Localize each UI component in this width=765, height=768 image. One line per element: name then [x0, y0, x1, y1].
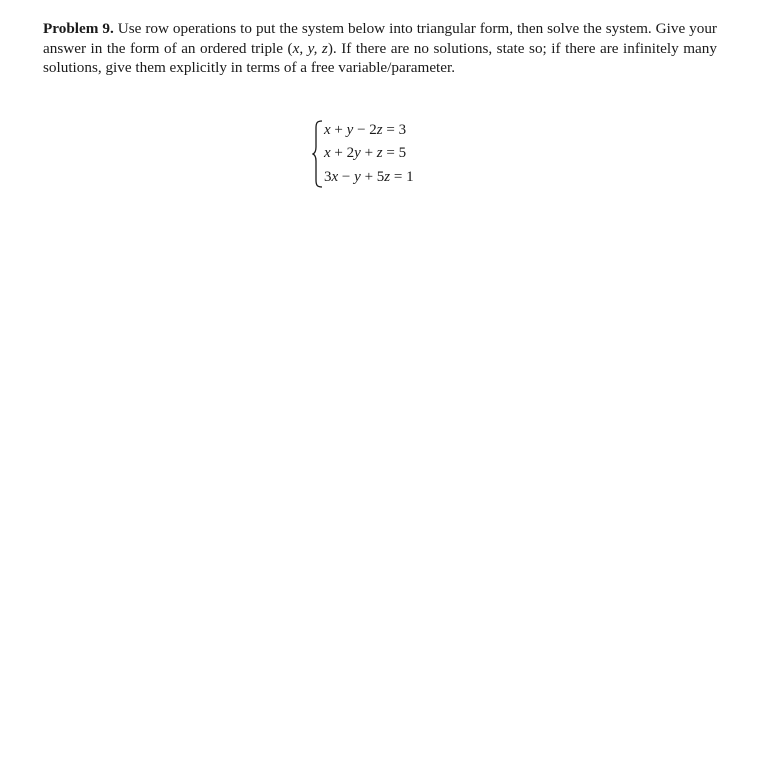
left-brace-icon — [312, 120, 324, 188]
problem-label: Problem 9. — [43, 20, 114, 37]
equation-3: 3x − y + 5z = 1 — [324, 169, 414, 185]
ordered-triple: x, y, z — [292, 39, 328, 57]
equation-2: x + 2y + z = 5 — [324, 145, 407, 161]
equation-1: x + y − 2z = 3 — [324, 122, 407, 138]
problem-text-part1: Use row operations to put the system below into triangular form, then solve the system. Give your answer in the form of an ordered triple ( — [43, 20, 717, 57]
equation-system — [312, 120, 452, 190]
problem-statement — [43, 19, 717, 78]
problem-text-part2: ). If there are no solutions, state so; if there are infinitely many solutions, give them explicitly in terms of a free variable/parameter. — [43, 39, 717, 76]
